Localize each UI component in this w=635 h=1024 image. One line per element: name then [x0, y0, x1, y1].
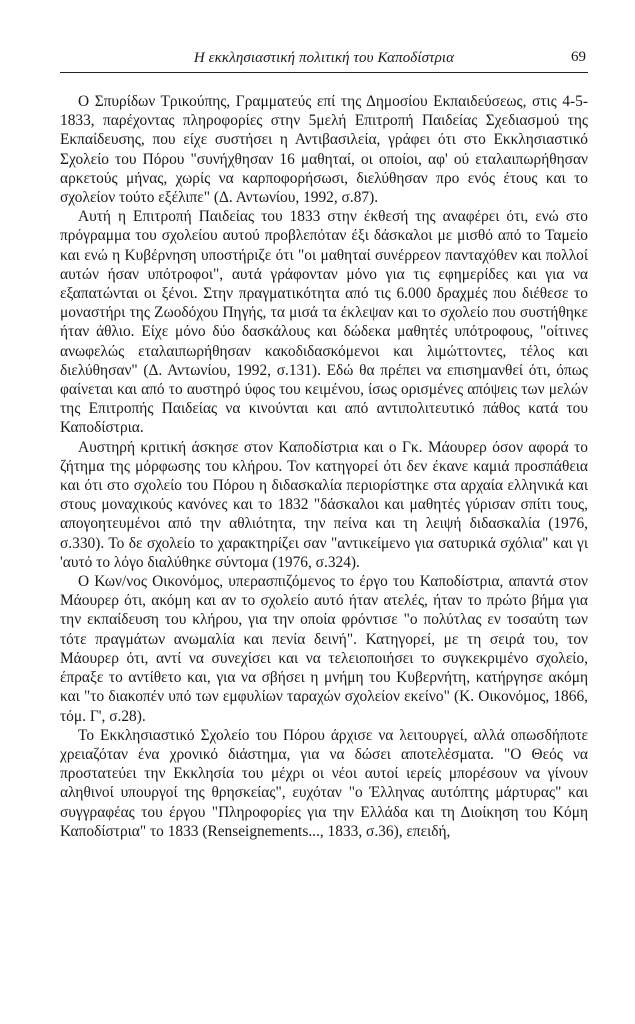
- paragraph-2: Αυτή η Επιτροπή Παιδείας του 1833 στην έκθεσή της αναφέρει ότι, ενώ στο πρόγραμμα του σχολείου αυτού προβλεπόταν έξι δάσκαλοι με μισθό από το Ταμείο και ενώ η Κυβέρνηση υποστήριζε ότι "οι μαθηταί συνέρρεον πανταχόθεν και πολλοί αυτών ήσαν υπότροφοι", αυτά γράφονταν μόνο για τις εφημερίδες και για να εξαπατώνται οι ξένοι. Στην πραγματικότητα από τις 6.000 δραχμές που διέθεσε το μοναστήρι της Ζωοδόχου Πηγής, τα μισά τα έκλεψαν και το σχολείο που συστήθηκε ήταν άθλιο. Είχε μόνο δύο δασκάλους και δώδεκα μαθητές υπότροφους, "οίτινες ανωφελώς εταλαιπωρήθησαν κακοδιδασκόμενοι και λιμώττοντες, τέλος και διελύθησαν" (Δ. Αντωνίου, 1992, σ.131). Εδώ θα πρέπει να επισημανθεί ότι, όπως φαίνεται και από το αυστηρό ύφος του κειμένου, ίσως ορισμένες απόψεις των μελών της Επιτροπής Παιδείας να κινούνται και από αντιπολιτευτικό πάθος κατά του Καποδίστρια.: [60, 208, 588, 437]
- page-header: [60, 48, 588, 73]
- paragraph-3: Αυστηρή κριτική άσκησε στον Καποδίστρια και ο Γκ. Μάουρερ όσον αφορά το ζήτημα της μόρφωσης του κλήρου. Τον κατηγορεί ότι δεν έκανε καμιά προσπάθεια και ότι στο σχολείο του Πόρου η διδασκαλία περιορίστηκε στα αρχαία ελληνικά και στους μοναχικούς κανόνες και το 1832 "δάσκαλοι και μαθητές γύρισαν σπίτι τους, απογοητευμένοι από την αθλιότητα, την πείνα και τη λειψή διδασκαλία (1976, σ.330). Το δε σχολείο το χαρακτηρίζει σαν "αντικείμενο για σατυρικά σχόλια" και γι 'αυτό το λόγο διαλύθηκε σύντομα (1976, σ.324).: [60, 438, 588, 571]
- running-title: Η εκκλησιαστική πολιτική του Καποδίστρια: [193, 50, 455, 66]
- paragraph-4: Ο Κων/νος Οικονόμος, υπερασπιζόμενος το έργο του Καποδίστρια, απαντά στον Μάουρερ ότι, ακόμη και αν το σχολείο αυτό ήταν ατελές, ήταν το πρώτο βήμα για την εκπαίδευση του κλήρου, για την οποία φρόντισε "ο πολύτλας εν τοσαύτη των τότε πραγμάτων ανωμαλία και πενία δεινή". Κατηγορεί, με τη σειρά του, τον Μάουρερ ότι, αντί να συνεχίσει και να τελειοποιήσει το συγκεκριμένο σχολείο, έπραξε το αντίθετο και, για να σβήσει η μνήμη του Κυβερνήτη, κατήργησε ακόμη και "το διακοπέν υπό των εμφυλίων ταραχών σχολείον εκείνο" (Κ. Οικονόμος, 1866, τόμ. Γ', σ.28).: [60, 573, 588, 725]
- body-text: [60, 92, 588, 841]
- paragraph-5: Το Εκκλησιαστικό Σχολείο του Πόρου άρχισε να λειτουργεί, αλλά οπωσδήποτε χρειαζόταν ένα χρονικό διάστημα, για να δώσει αποτελέσματα. "Ο Θεός να προστατεύει την Εκκλησία του μέχρι οι νέοι αυτοί ιερείς μπορέσουν να γίνουν αληθινοί υπουργοί της θρησκείας", ευχόταν "ο Έλληνας αυτόπτης μάρτυρας" και συγγραφέας του έργου "Πληροφορίες για την Ελλάδα και τη Διοίκηση του Κόμη Καποδίστρια" το 1833 (Renseignements..., 1833, σ.36), επειδή,: [60, 726, 588, 840]
- paragraph-1: Ο Σπυρίδων Τρικούπης, Γραμματεύς επί της Δημοσίου Εκπαιδεύσεως, στις 4-5-1833, παρέχοντας πληροφορίες στην 5μελή Επιτροπή Παιδείας Σχεδιασμού της Εκπαίδευσης, που είχε συστήσει η Αντιβασιλεία, γράφει ότι στο Εκκλησιαστικό Σχολείο του Πόρου "συνήχθησαν 16 μαθηταί, οι οποίοι, αφ' ού εταλαιπωρήθησαν αρκετούς μήνας, χωρίς να καρποφορήσωσι, διελύθησαν προ ενός έτους και το σχολείον τούτο εξέλιπε" (Δ. Αντωνίου, 1992, σ.87).: [60, 93, 588, 207]
- page-number: 69: [571, 49, 586, 65]
